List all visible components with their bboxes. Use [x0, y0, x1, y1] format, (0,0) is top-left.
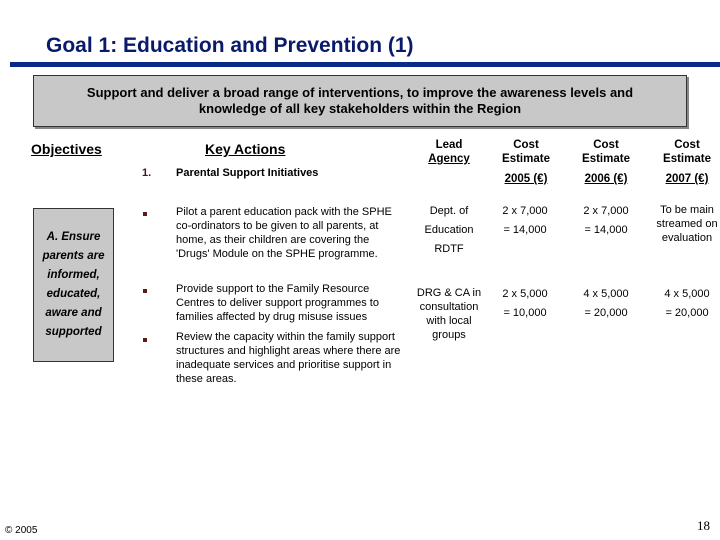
lead-agency-header [410, 138, 488, 166]
cell-line: 2 x 7,000 [502, 205, 548, 217]
header-line: Estimate [582, 153, 630, 165]
page-title: Goal 1: Education and Prevention (1) [46, 34, 414, 57]
cell-line: 4 x 5,000 [664, 288, 710, 300]
cell-line: Education [424, 224, 474, 236]
cost-2005-row1 [486, 202, 564, 240]
header-year: 2007 (€) [665, 173, 709, 185]
bullet-icon [143, 338, 147, 342]
header-line: Cost [674, 139, 700, 151]
header-line: Cost [513, 139, 539, 151]
objective-text: A. Ensure parents are informed, educated, aware and supported [42, 231, 105, 338]
cell-line: 4 x 5,000 [583, 288, 629, 300]
title-rule [10, 62, 720, 67]
goal-statement-text: Support and deliver a broad range of interventions, to improve the awareness levels and knowledge of all key stakeholders within the Region [86, 85, 634, 116]
bullet-icon [143, 212, 147, 216]
cost-2006-row1 [566, 202, 646, 240]
cost-2007-row1: To be main streamed on evaluation [656, 204, 718, 244]
header-line: Lead [435, 139, 463, 151]
cell-line: = 20,000 [665, 307, 709, 319]
header-line: Cost [593, 139, 619, 151]
action-item: Review the capacity within the family support structures and highlight areas where there are inadequate services and prioritise support in these areas. [176, 331, 401, 385]
header-year: 2005 (€) [504, 173, 548, 185]
action-item: Pilot a parent education pack with the SPHE co-ordinators to be given to all parents, at home, as their children are covering the 'Drugs' Module on the SPHE programme. [176, 206, 392, 260]
cost-2005-header [488, 138, 564, 186]
objectives-header: Objectives [31, 141, 102, 157]
header-line: Estimate [502, 153, 550, 165]
cost-2006-header [566, 138, 646, 186]
bullet-icon [143, 289, 147, 293]
section-number: 1. [142, 167, 152, 179]
cell-line: 2 x 7,000 [583, 205, 629, 217]
cell-line: = 14,000 [584, 224, 628, 236]
goal-statement [33, 75, 687, 127]
cost-2007-header [648, 138, 720, 186]
cell-line: = 10,000 [503, 307, 547, 319]
copyright: © 2005 [5, 525, 38, 536]
cost-2005-row2 [486, 285, 564, 323]
cell-line: Dept. of [429, 205, 469, 217]
cell-line: 2 x 5,000 [502, 288, 548, 300]
section-title: Parental Support Initiatives [176, 167, 319, 179]
header-year: 2006 (€) [584, 173, 628, 185]
header-line: Agency [428, 153, 470, 165]
cell-line: = 14,000 [503, 224, 547, 236]
action-item: Provide support to the Family Resource Centres to deliver support programmes to families affected by drug misuse issues [176, 283, 379, 323]
lead-agency-row2: DRG & CA in consultation with local groups [416, 287, 482, 341]
cell-line: RDTF [434, 243, 464, 255]
key-actions-header: Key Actions [205, 141, 286, 157]
page-number: 18 [697, 518, 710, 533]
lead-agency-row1 [410, 202, 488, 259]
cost-2006-row2 [566, 285, 646, 323]
header-line: Estimate [663, 153, 711, 165]
cell-line: = 20,000 [584, 307, 628, 319]
cost-2007-row2 [648, 285, 720, 323]
objective-box [33, 208, 114, 362]
